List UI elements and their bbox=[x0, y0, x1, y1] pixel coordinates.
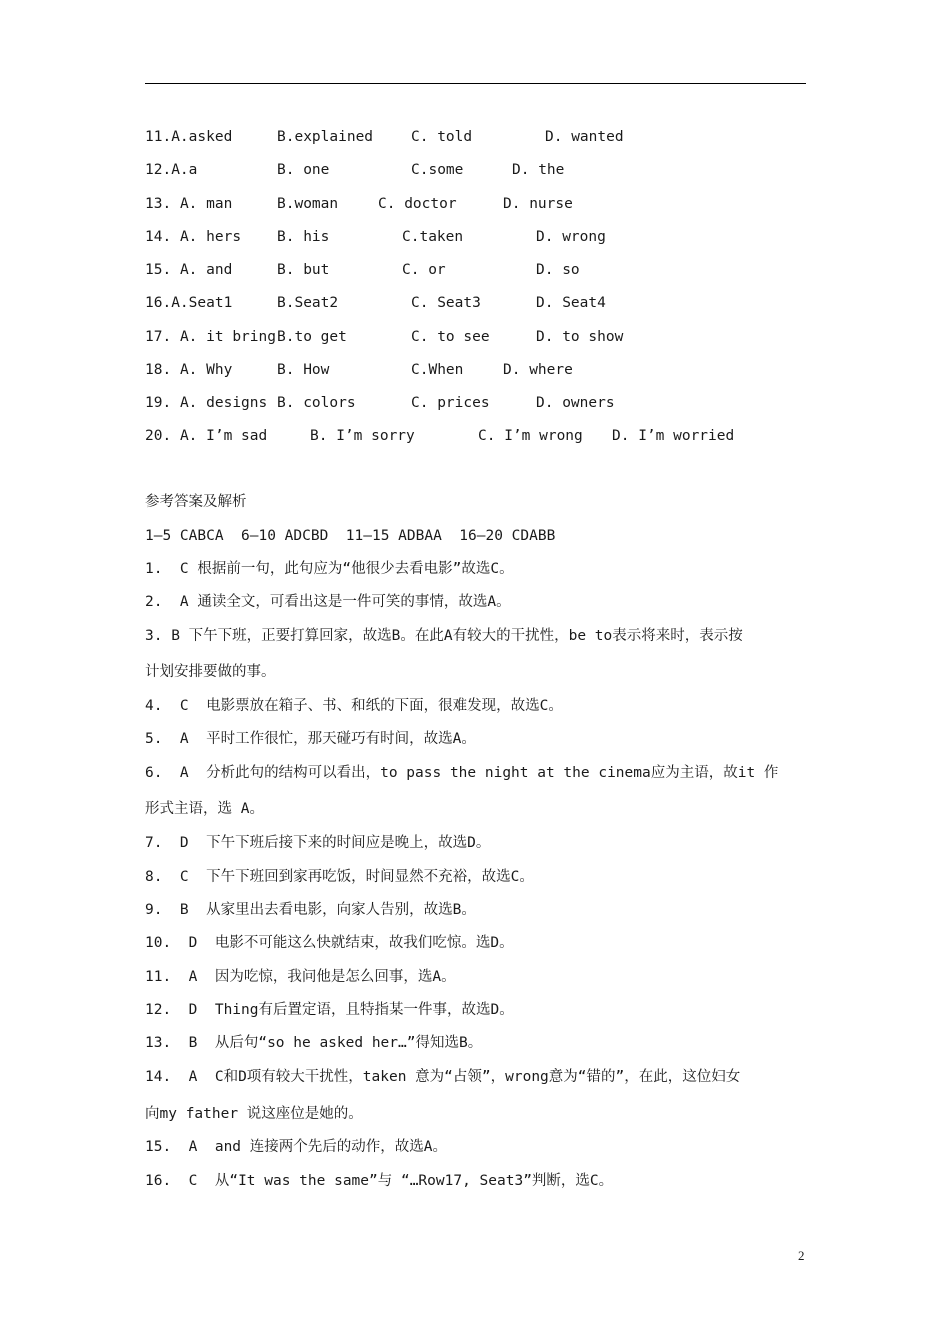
option-d: D. so bbox=[536, 262, 580, 278]
option-d: D. nurse bbox=[503, 196, 573, 212]
option-b: B.Seat2 bbox=[277, 295, 339, 311]
option-b: B. I’m sorry bbox=[310, 428, 415, 444]
option-a: A. it bring bbox=[179, 329, 276, 345]
answer-key: 1—5 CABCA 6—10 ADCBD 11—15 ADBAA 16—20 CDABB bbox=[145, 528, 556, 544]
option-a: A. and bbox=[179, 262, 233, 278]
option-a: A. man bbox=[179, 196, 233, 212]
explanation-line: 形式主语，选 A。 bbox=[145, 801, 264, 817]
option-a: A. designs bbox=[179, 395, 268, 411]
explanation-line: 11. A 因为吃惊，我问他是怎么回事，选A。 bbox=[145, 969, 456, 985]
question-number: 17. bbox=[145, 329, 172, 345]
option-b: B. colors bbox=[277, 395, 356, 411]
option-b: B.explained bbox=[277, 129, 374, 145]
option-c: C. told bbox=[411, 129, 473, 145]
question-number: 19. bbox=[145, 395, 172, 411]
option-d: D. to show bbox=[536, 329, 624, 345]
option-a: A.a bbox=[171, 162, 198, 178]
option-b: B. How bbox=[277, 362, 330, 378]
explanation-line: 4. C 电影票放在箱子、书、和纸的下面，很难发现，故选C。 bbox=[145, 698, 563, 714]
option-c: C. to see bbox=[411, 329, 490, 345]
question-13 bbox=[145, 193, 232, 215]
explanation-line: 2. A 通读全文，可看出这是一件可笑的事情，故选A。 bbox=[145, 594, 511, 610]
question-20 bbox=[145, 425, 267, 447]
page-number: 2 bbox=[798, 1248, 805, 1263]
question-18 bbox=[145, 359, 232, 381]
explanation-line: 6. A 分析此句的结构可以看出，to pass the night at the cinema应为主语，故it 作 bbox=[145, 765, 779, 781]
explanation-line: 9. B 从家里出去看电影，向家人告别，故选B。 bbox=[145, 902, 476, 918]
explanation-line: 向my father 说这座位是她的。 bbox=[145, 1106, 363, 1122]
explanation-line: 3. B 下午下班，正要打算回家，故选B。在此A有较大的干扰性，be to表示将来时，表示按 bbox=[145, 628, 743, 644]
option-c: C.some bbox=[411, 162, 464, 178]
explanation-line: 7. D 下午下班后接下来的时间应是晚上，故选D。 bbox=[145, 835, 491, 851]
question-17 bbox=[145, 326, 276, 348]
question-number: 14. bbox=[145, 229, 172, 245]
explanation-line: 13. B 从后句“so he asked her…”得知选B。 bbox=[145, 1035, 483, 1051]
explanation-line: 8. C 下午下班回到家再吃饭，时间显然不充裕，故选C。 bbox=[145, 869, 534, 885]
option-d: D. owners bbox=[536, 395, 615, 411]
option-d: D. I’m worried bbox=[612, 428, 735, 444]
option-a: A. hers bbox=[179, 229, 242, 245]
option-b: B.to get bbox=[277, 329, 347, 345]
option-c: C. prices bbox=[411, 395, 490, 411]
option-c: C. Seat3 bbox=[411, 295, 481, 311]
option-d: D. wrong bbox=[536, 229, 606, 245]
option-c: C.taken bbox=[402, 229, 464, 245]
answers-heading: 参考答案及解析 bbox=[145, 494, 247, 510]
option-b: B. one bbox=[277, 162, 330, 178]
explanation-line: 5. A 平时工作很忙，那天碰巧有时间，故选A。 bbox=[145, 731, 476, 747]
option-a: A. Why bbox=[179, 362, 233, 378]
question-11 bbox=[145, 126, 232, 148]
question-number: 11. bbox=[145, 129, 172, 145]
explanation-line: 15. A and 连接两个先后的动作，故选A。 bbox=[145, 1139, 447, 1155]
question-19 bbox=[145, 392, 267, 414]
question-14 bbox=[145, 226, 241, 248]
explanation-line: 1. C 根据前一句，此句应为“他很少去看电影”故选C。 bbox=[145, 561, 514, 577]
option-c: C.When bbox=[411, 362, 464, 378]
option-a: A. I’m sad bbox=[179, 428, 268, 444]
option-d: D. Seat4 bbox=[536, 295, 606, 311]
question-number: 16. bbox=[145, 295, 172, 311]
explanation-line: 14. A C和D项有较大干扰性，taken 意为“占领”，wrong意为“错的”，在此，这位妇女 bbox=[145, 1069, 741, 1085]
option-d: D. where bbox=[503, 362, 573, 378]
option-c: C. doctor bbox=[378, 196, 457, 212]
explanation-line: 16. C 从“It was the same”与 “…Row17, Seat3”判断，选C。 bbox=[145, 1173, 614, 1189]
header-rule bbox=[145, 83, 806, 84]
question-16 bbox=[145, 292, 232, 314]
question-number: 13. bbox=[145, 196, 172, 212]
question-number: 15. bbox=[145, 262, 172, 278]
option-a: A.Seat1 bbox=[171, 295, 233, 311]
explanation-line: 12. D Thing有后置定语，且特指某一件事，故选D。 bbox=[145, 1002, 514, 1018]
option-b: B.woman bbox=[277, 196, 339, 212]
question-12 bbox=[145, 159, 197, 181]
option-b: B. his bbox=[277, 229, 330, 245]
question-number: 20. bbox=[145, 428, 172, 444]
question-number: 18. bbox=[145, 362, 172, 378]
option-c: C. I’m wrong bbox=[478, 428, 583, 444]
option-b: B. but bbox=[277, 262, 330, 278]
option-d: D. wanted bbox=[545, 129, 624, 145]
option-c: C. or bbox=[402, 262, 446, 278]
explanation-line: 10. D 电影不可能这么快就结束，故我们吃惊。选D。 bbox=[145, 935, 514, 951]
explanation-line: 计划安排要做的事。 bbox=[145, 664, 276, 680]
option-d: D. the bbox=[512, 162, 565, 178]
question-15 bbox=[145, 259, 232, 281]
option-a: A.asked bbox=[171, 129, 233, 145]
question-number: 12. bbox=[145, 162, 172, 178]
